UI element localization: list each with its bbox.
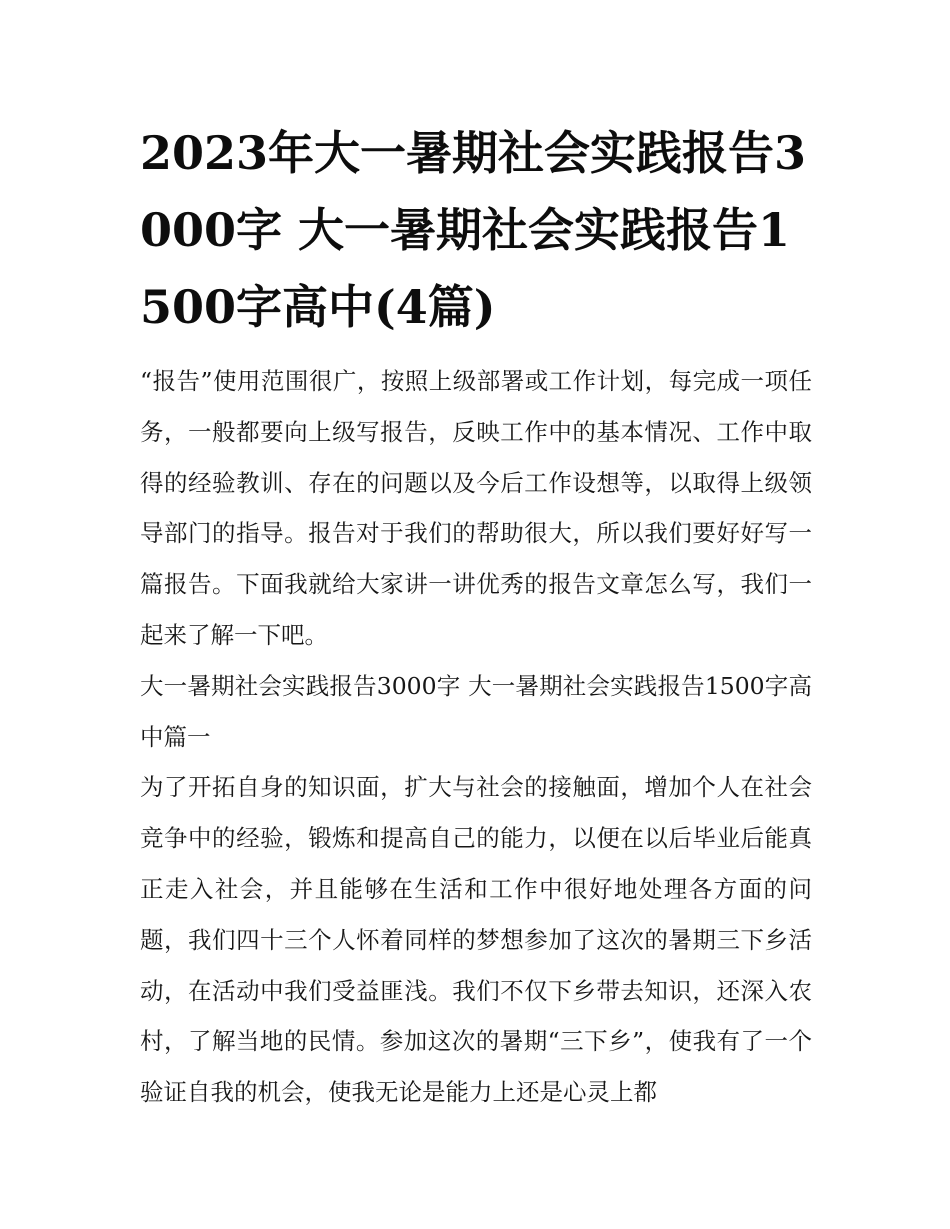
section-heading: 大一暑期社会实践报告3000字 大一暑期社会实践报告1500字高中篇一 <box>140 671 812 751</box>
intro-paragraph: “报告”使用范围很广，按照上级部署或工作计划，每完成一项任务，一般都要向上级写报告，反映工作中的基本情况、工作中取得的经验教训、存在的问题以及今后工作设想等，以取得上级领导部门的指导。报告对于我们的帮助很大，所以我们要好好写一篇报告。下面我就给大家讲一讲优秀的报告文章怎么写，我们一起来了解一下吧。 <box>140 367 812 649</box>
document-body <box>140 356 812 1118</box>
document-title: 2023年大一暑期社会实践报告3000字 大一暑期社会实践报告1500字高中(4篇) <box>140 126 807 334</box>
body-paragraph: 为了开拓自身的知识面，扩大与社会的接触面，增加个人在社会竞争中的经验，锻炼和提高自己的能力，以便在以后毕业后能真正走入社会，并且能够在生活和工作中很好地处理各方面的问题，我们四十三个人怀着同样的梦想参加了这次的暑期三下乡活动，在活动中我们受益匪浅。我们不仅下乡带去知识，还深入农村，了解当地的民情。参加这次的暑期“三下乡”，使我有了一个验证自我的机会，使我无论是能力上还是心灵上都 <box>140 773 812 1107</box>
